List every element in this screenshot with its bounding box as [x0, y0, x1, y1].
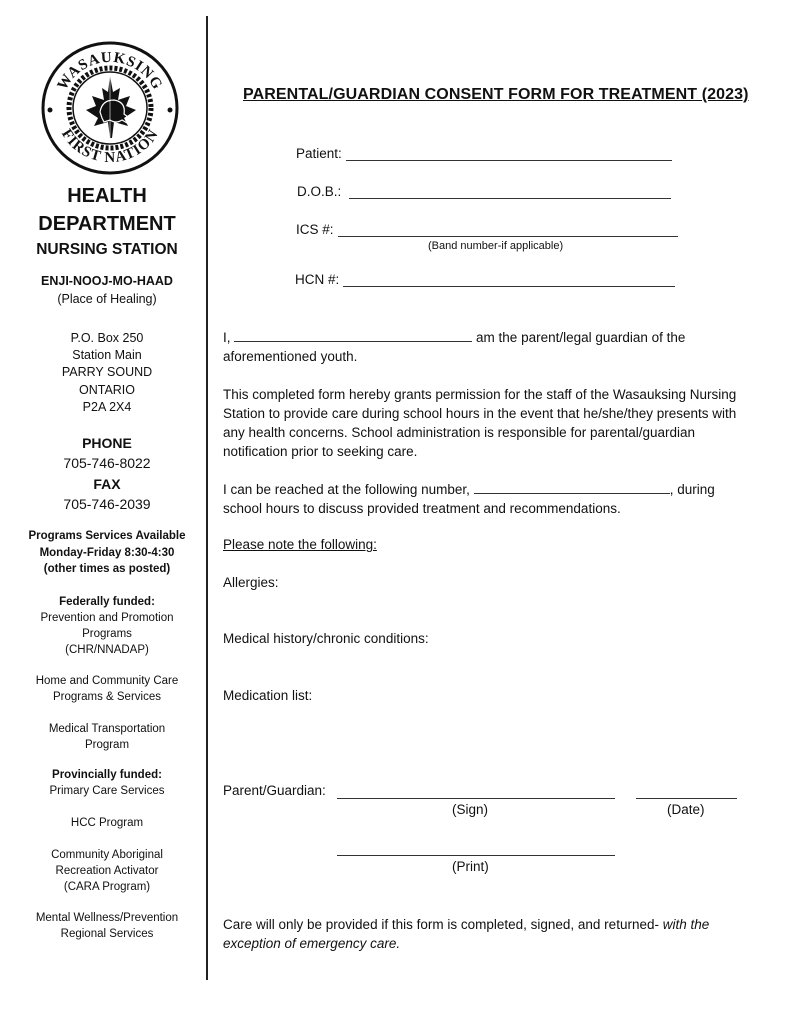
sign-caption: (Sign): [452, 802, 489, 817]
parent-guardian-label: Parent/Guardian:: [223, 783, 326, 798]
provincial-program-3: Community Aboriginal Recreation Activator (CARA Program): [51, 849, 163, 893]
department-title-line1: HEALTH: [67, 185, 147, 207]
provincial-program-4: Mental Wellness/Prevention Regional Services: [35, 912, 179, 940]
hcn-field: [295, 272, 675, 287]
mailing-address: P.O. Box 250 Station Main PARRY SOUND ONTARIO P2A 2X4: [61, 331, 153, 414]
provincially-funded-label: Provincially funded:: [52, 769, 162, 781]
svg-text:WASAUKSING: WASAUKSING: [54, 49, 166, 93]
guardian-statement: I, am the parent/legal guardian of the aforementioned youth.: [223, 330, 686, 364]
place-of-healing: (Place of Healing): [57, 292, 157, 306]
patient-field: [296, 146, 672, 161]
provincial-program-1: Primary Care Services: [49, 785, 165, 797]
hcn-input[interactable]: [343, 272, 675, 287]
medical-history-label: Medical history/chronic conditions:: [223, 631, 429, 646]
ojibwe-name: ENJI-NOOJ-MO-HAAD: [41, 274, 173, 288]
ics-hint: (Band number-if applicable): [428, 240, 564, 252]
footer-notice: Care will only be provided if this form is completed, signed, and returned- with the exception of emergency care.: [223, 917, 710, 951]
signature-line[interactable]: [337, 798, 615, 799]
ics-input[interactable]: [338, 222, 678, 237]
hcn-label: HCN #:: [295, 272, 340, 287]
ics-field: [296, 222, 678, 237]
nursing-station-heading: NURSING STATION: [36, 241, 178, 258]
department-title-line2: DEPARTMENT: [38, 213, 176, 235]
federally-funded-label: Federally funded:: [59, 596, 155, 608]
service-hours: Programs Services Available Monday-Friday 8:30-4:30 (other times as posted): [28, 530, 186, 575]
medication-list-label: Medication list:: [223, 688, 313, 703]
guardian-name-input[interactable]: [234, 328, 472, 342]
provincial-program-2: HCC Program: [70, 817, 144, 829]
dob-input[interactable]: [349, 184, 671, 199]
phone-label: PHONE: [82, 435, 132, 451]
allergies-label: Allergies:: [223, 575, 279, 590]
phone-number: 705-746-8022: [63, 455, 151, 471]
svg-text:FIRST NATION: FIRST NATION: [57, 126, 163, 167]
patient-label: Patient:: [296, 146, 342, 161]
federal-program-1: Prevention and Promotion Programs (CHR/NNADAP): [40, 612, 174, 656]
print-name-line[interactable]: [337, 855, 615, 856]
federal-program-2: Home and Community Care Programs & Services: [35, 675, 179, 703]
contact-number-input[interactable]: [474, 480, 670, 494]
wasauksing-first-nation-seal-icon: [40, 40, 180, 176]
date-caption: (Date): [667, 802, 705, 817]
ics-label: ICS #:: [296, 222, 334, 237]
form-title: PARENTAL/GUARDIAN CONSENT FORM FOR TREATMENT (2023): [243, 86, 749, 103]
dob-field: [297, 184, 671, 199]
permission-paragraph: This completed form hereby grants permission for the staff of the Wasauksing Nursing Station to provide care during school hours in the event that he/she/they presents with any health concerns. School administration is responsible for parental/guardian notification prior to seeking care.: [223, 387, 737, 459]
dob-label: D.O.B.:: [297, 184, 342, 199]
note-heading: Please note the following:: [223, 537, 377, 552]
date-line[interactable]: [636, 798, 737, 799]
vertical-divider: [206, 16, 208, 980]
fax-label: FAX: [93, 476, 121, 492]
fax-number: 705-746-2039: [63, 496, 151, 512]
contact-statement: I can be reached at the following number, , during school hours to discuss provided treatment and recommendations.: [223, 482, 715, 516]
print-caption: (Print): [452, 859, 489, 874]
federal-program-3: Medical Transportation Program: [48, 723, 166, 751]
patient-input[interactable]: [346, 146, 672, 161]
